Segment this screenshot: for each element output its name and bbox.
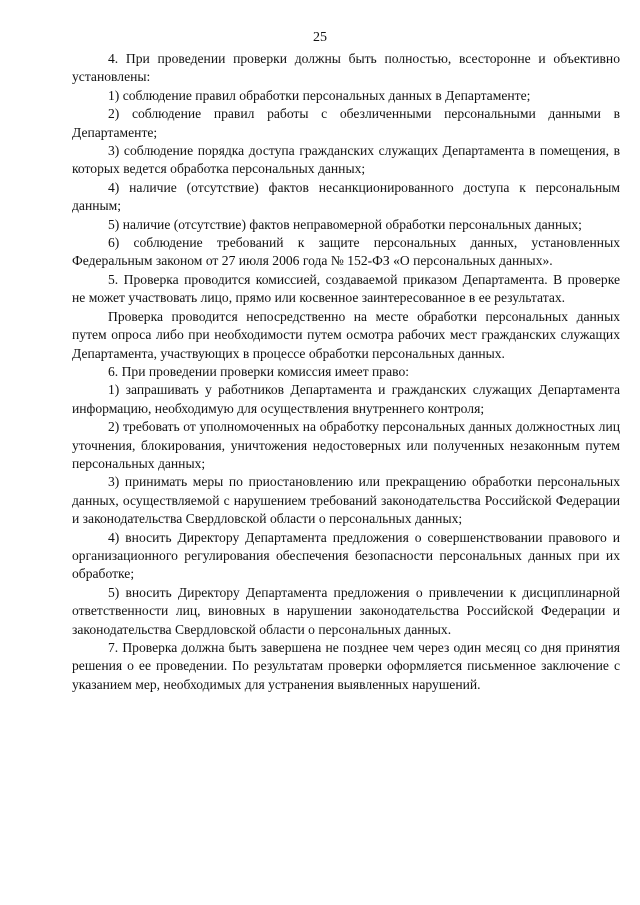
list-item-4-3: 3) соблюдение порядка доступа гражданских служащих Департамента в помещения, в которых ведется обработка персональных данных; [72,143,620,177]
list-item-6-3: 3) принимать меры по приостановлению или прекращению обработки персональных данных, осуществляемой с нарушением требований законодательства Российской Федерации и законодательства Свердловской области о персональных данных; [72,474,620,527]
list-item-4-2: 2) соблюдение правил работы с обезличенными персональными данными в Департаменте; [72,106,620,140]
paragraph-7: 7. Проверка должна быть завершена не позднее чем через один месяц со дня принятия решения о ее проведении. По результатам проверки оформляется письменное заключение с указанием мер, необходимых для устранения выявленных нарушений. [72,640,620,692]
list-item-6-5: 5) вносить Директору Департамента предложения о привлечении к дисциплинарной ответственности лиц, виновных в нарушении законодательства Российской Федерации и законодательства Свердловской области о персональных данных. [72,584,620,637]
paragraph-6-intro: 6. При проведении проверки комиссия имеет право: [108,363,410,379]
paragraph-5-continued: Проверка проводится непосредственно на месте обработки персональных данных путем опроса либо при необходимости путем осмотра рабочих мест гражданских служащих Департамента, участвующих в процессе обработки персональных данных. [72,308,620,361]
list-item-6-4: 4) вносить Директору Департамента предложения о совершенствовании правового и организационного регулирования обеспечения безопасности персональных данных при их обработке; [72,529,620,582]
list-item-4-1: 1) соблюдение правил обработки персональных данных в Департаменте; [108,87,531,103]
document-body [72,50,620,694]
list-item-6-2: 2) требовать от уполномоченных на обработку персональных данных должностных лиц уточнения, блокирования, уничтожения недостоверных или полученных незаконным путем персональных данных; [72,419,620,471]
list-item-4-5: 5) наличие (отсутствие) фактов неправомерной обработки персональных данных; [108,216,582,232]
list-item-4-4: 4) наличие (отсутствие) фактов несанкционированного доступа к персональным данным; [72,179,620,214]
list-item-4-6: 6) соблюдение требований к защите персональных данных, установленных Федеральным законом от 27 июля 2006 года № 152-ФЗ «О персональных данных». [72,235,620,269]
page-number: 25 [313,30,327,45]
paragraph-5: 5. Проверка проводится комиссией, создаваемой приказом Департамента. В проверке не может участвовать лицо, прямо или косвенное заинтересованное в ее результатах. [72,271,620,306]
paragraph-4-intro: 4. При проведении проверки должны быть полностью, всесторонне и объективно установлены: [72,51,620,85]
list-item-6-1: 1) запрашивать у работников Департамента и гражданских служащих Департамента информацию, необходимую для осуществления внутреннего контроля; [72,382,620,416]
